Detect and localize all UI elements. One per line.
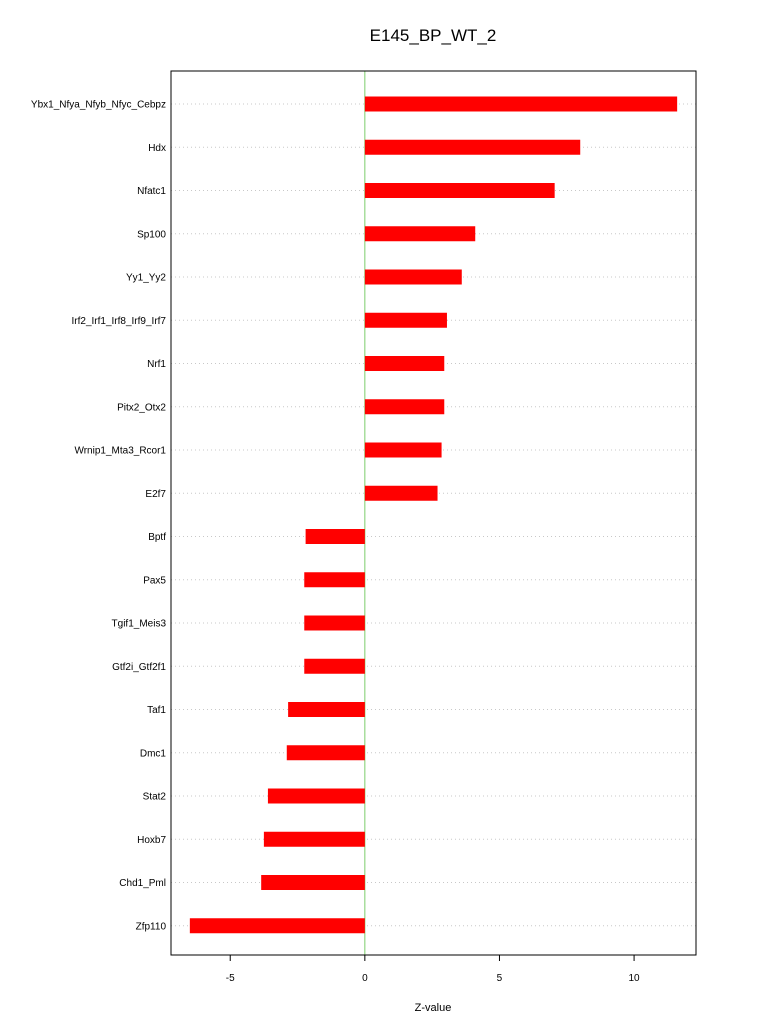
category-label: Pitx2_Otx2 [117, 402, 166, 414]
category-label: Bptf [148, 532, 166, 543]
category-label: Hdx [148, 142, 166, 154]
category-label: Ybx1_Nfya_Nfyb_Nfyc_Cebpz [30, 99, 166, 111]
category-label: Zfp110 [135, 921, 166, 933]
bar-14 [304, 659, 365, 674]
bar-10 [365, 486, 438, 501]
bar-13 [304, 616, 365, 631]
bar-2 [365, 140, 580, 155]
bar-4 [365, 226, 475, 241]
bar-3 [365, 183, 555, 198]
bar-8 [365, 399, 444, 414]
chart-title: E145_BP_WT_2 [369, 26, 497, 45]
category-label: Taf1 [147, 705, 166, 716]
category-label: Irf2_Irf1_Irf8_Irf9_Irf7 [71, 315, 166, 327]
plot-frame [171, 71, 696, 955]
bar-9 [365, 443, 442, 458]
category-label: Wrnip1_Mta3_Rcor1 [74, 445, 166, 457]
x-axis-label: Z-value [414, 1002, 452, 1014]
x-tick-label: 5 [496, 973, 503, 984]
category-labels [31, 100, 167, 933]
bar-6 [365, 313, 447, 328]
category-label: Chd1_Pml [119, 878, 166, 889]
category-label: Sp100 [137, 229, 166, 241]
bars [190, 97, 677, 934]
x-tick-label: -5 [225, 973, 235, 984]
x-tick-label: 10 [628, 973, 640, 984]
bar-7 [365, 356, 444, 371]
category-label: E2f7 [145, 488, 166, 500]
bar-11 [306, 529, 365, 544]
bar-20 [190, 918, 365, 933]
bar-12 [304, 572, 365, 587]
category-label: Gtf2i_Gtf2f1 [112, 661, 166, 673]
category-label: Dmc1 [139, 748, 166, 760]
bar-16 [287, 745, 365, 760]
bar-5 [365, 270, 462, 285]
category-label: Tgif1_Meis3 [111, 618, 166, 630]
bar-15 [288, 702, 365, 717]
bar-17 [268, 789, 365, 804]
x-tick-label: 0 [362, 973, 368, 984]
category-label: Yy1_Yy2 [125, 272, 166, 284]
bar-1 [365, 97, 677, 112]
x-axis [226, 955, 640, 984]
category-label: Hoxb7 [137, 834, 166, 846]
bar-18 [264, 832, 365, 847]
category-label: Pax5 [143, 575, 166, 587]
category-label: Nfatc1 [137, 186, 166, 197]
category-label: Nrf1 [147, 359, 166, 370]
bar-19 [261, 875, 365, 890]
category-label: Stat2 [142, 791, 166, 803]
